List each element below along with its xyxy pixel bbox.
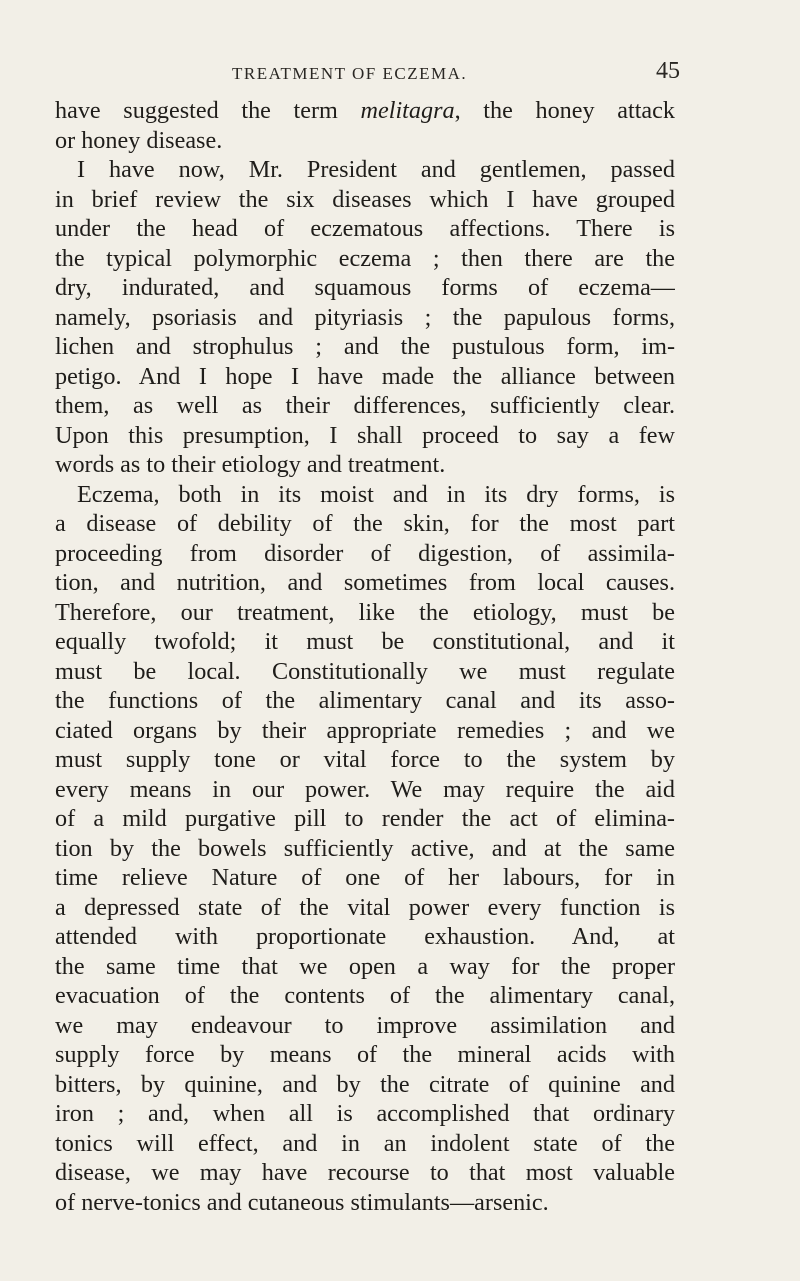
text-line: of a mild purgative pill to render the act of elimina- <box>55 805 675 832</box>
text-line: ciated organs by their appropriate remedies ; and we <box>55 716 675 744</box>
text-line: them, as well as their differences, sufficiently clear. <box>55 392 675 419</box>
body-text <box>55 96 675 1217</box>
text-line: must supply tone or vital force to the system by <box>55 746 675 773</box>
page-number: 45 <box>656 58 680 84</box>
text-line: Eczema, both in its moist and in its dry forms, is <box>77 480 675 508</box>
text-line: equally twofold; it must be constitutional, and it <box>55 628 675 655</box>
text-line: the functions of the alimentary canal and its asso- <box>55 687 675 714</box>
running-head <box>60 58 680 88</box>
text-line: words as to their etiology and treatment. <box>55 451 446 478</box>
text-line: in brief review the six diseases which I have grouped <box>55 185 675 213</box>
text-line: bitters, by quinine, and by the citrate of quinine and <box>55 1070 675 1098</box>
text-line: I have now, Mr. President and gentlemen, passed <box>77 156 675 183</box>
text-line: supply force by means of the mineral acids with <box>55 1041 675 1068</box>
text-line: of nerve-tonics and cutaneous stimulants—arsenic. <box>55 1188 549 1216</box>
text-line: dry, indurated, and squamous forms of eczema— <box>55 274 675 301</box>
text-line: Upon this presumption, I shall proceed to say a few <box>55 421 675 449</box>
text-line: every means in our power. We may require the aid <box>55 775 675 803</box>
text-line: have suggested the term melitagra, the honey attack <box>55 97 675 124</box>
text-line: evacuation of the contents of the alimentary canal, <box>55 982 675 1009</box>
text-line: proceeding from disorder of digestion, of assimila- <box>55 539 675 567</box>
text-line: we may endeavour to improve assimilation and <box>55 1011 675 1039</box>
text-line: Therefore, our treatment, like the etiology, must be <box>55 598 675 626</box>
text-line: or honey disease. <box>55 126 223 154</box>
text-line: petigo. And I hope I have made the alliance between <box>55 362 675 390</box>
text-line: time relieve Nature of one of her labours, for in <box>55 864 675 891</box>
text-line: the same time that we open a way for the proper <box>55 952 675 980</box>
running-title: TREATMENT OF ECZEMA. <box>232 64 468 83</box>
text-line: disease, we may have recourse to that most valuable <box>55 1159 675 1186</box>
text-line: under the head of eczematous affections. There is <box>55 215 675 242</box>
text-line: must be local. Constitutionally we must regulate <box>55 657 675 685</box>
text-line: namely, psoriasis and pityriasis ; the papulous forms, <box>55 303 675 331</box>
text-line: lichen and strophulus ; and the pustulous form, im- <box>55 333 675 360</box>
text-line: tion, and nutrition, and sometimes from local causes. <box>55 569 675 596</box>
text-line: a disease of debility of the skin, for the most part <box>55 510 675 537</box>
text-line: attended with proportionate exhaustion. And, at <box>55 923 675 950</box>
text-line: a depressed state of the vital power every function is <box>55 893 675 921</box>
text-line: the typical polymorphic eczema ; then there are the <box>55 244 675 272</box>
text-line: tonics will effect, and in an indolent state of the <box>55 1129 675 1157</box>
text-line: iron ; and, when all is accomplished that ordinary <box>55 1100 675 1127</box>
text-line: tion by the bowels sufficiently active, and at the same <box>55 834 675 862</box>
italic-term: melitagra <box>360 97 455 124</box>
